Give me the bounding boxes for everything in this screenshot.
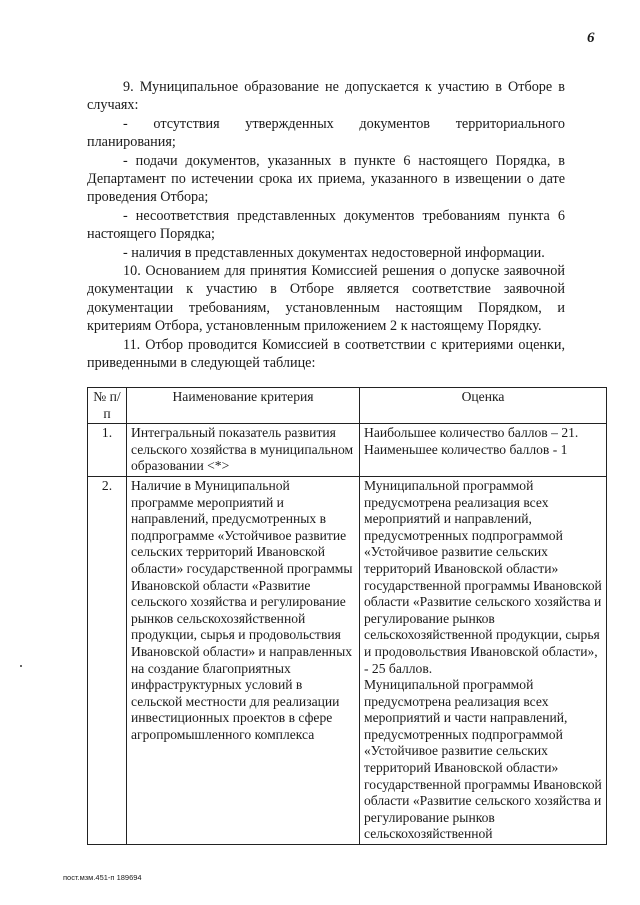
page-number: 6: [587, 30, 595, 46]
score-line: Наибольшее количество баллов – 21.: [364, 425, 579, 441]
list-item-false-information: - наличия в представленных документах недостоверной информации.: [123, 244, 545, 261]
list-item-territorial-planning: - отсутствия утвержденных документов территориального планирования;: [87, 115, 565, 151]
criterion-score: [360, 424, 607, 477]
score-line: Муниципальной программой предусмотрена реализация всех мероприятий и части направлений, предусмотренных подпрограммой «Устойчивое развитие сельских территорий Ивановской области» государственной программы Ивановской области «Развитие сельского хозяйства и регулирование рынков сельскохозяйственной: [364, 677, 602, 842]
criterion-score: [360, 476, 607, 844]
header-criterion-name: Наименование критерия: [127, 388, 360, 424]
header-number: № п/п: [88, 388, 127, 424]
document-body: [87, 78, 565, 373]
score-line: Муниципальной программой предусмотрена реализация всех мероприятий и направлений, предусмотренных подпрограммой «Устойчивое развитие сельских территорий Ивановской области» государственной программы Ивановской области «Развитие сельского хозяйства и регулирование рынков сельскохозяйственной продукции, сырья и продовольствия Ивановской области», - 25 баллов.: [364, 477, 602, 676]
list-item-noncompliance: - несоответствия представленных документов требованиям пункта 6 настоящего Порядка;: [87, 207, 565, 243]
score-line: Наименьшее количество баллов - 1: [364, 441, 568, 457]
row-number: 1.: [88, 424, 127, 477]
header-score: Оценка: [360, 388, 607, 424]
table-row: [88, 424, 607, 477]
table-header-row: [88, 388, 607, 424]
paragraph-10: 10. Основанием для принятия Комиссией решения о допуске заявочной документации к участию в Отборе является соответствие заявочной документации требованиям, установленным настоящим Порядком, и критериям Отбора, установленным приложением 2 к настоящему Порядку.: [87, 263, 565, 335]
table-row: [88, 476, 607, 844]
document-footer: пост.мзм.451-п 189694: [63, 873, 142, 882]
scan-speck: [20, 665, 22, 667]
paragraph-9: 9. Муниципальное образование не допускается к участию в Отборе в случаях:: [87, 79, 565, 114]
list-item-late-submission: - подачи документов, указанных в пункте 6 настоящего Порядка, в Департамент по истечении срока их приема, указанного в извещении о дате проведения Отбора;: [87, 152, 565, 206]
criteria-table: [87, 387, 607, 845]
paragraph-11: 11. Отбор проводится Комиссией в соответствии с критериями оценки, приведенными в следующей таблице:: [87, 336, 565, 372]
criterion-name: Интегральный показатель развития сельского хозяйства в муниципальном образовании <*>: [127, 424, 360, 477]
row-number: 2.: [88, 476, 127, 844]
criterion-name: Наличие в Муниципальной программе мероприятий и направлений, предусмотренных в подпрограмме «Устойчивое развитие сельских территорий Ивановской области» государственной программы Ивановской области «Развитие сельского хозяйства и регулирование рынков сельскохозяйственной продукции, сырья и продовольствия Ивановской области» и направленных на создание благоприятных инфраструктурных условий в сельской местности для реализации инвестиционных проектов в сфере агропромышленного комплекса: [127, 476, 360, 844]
